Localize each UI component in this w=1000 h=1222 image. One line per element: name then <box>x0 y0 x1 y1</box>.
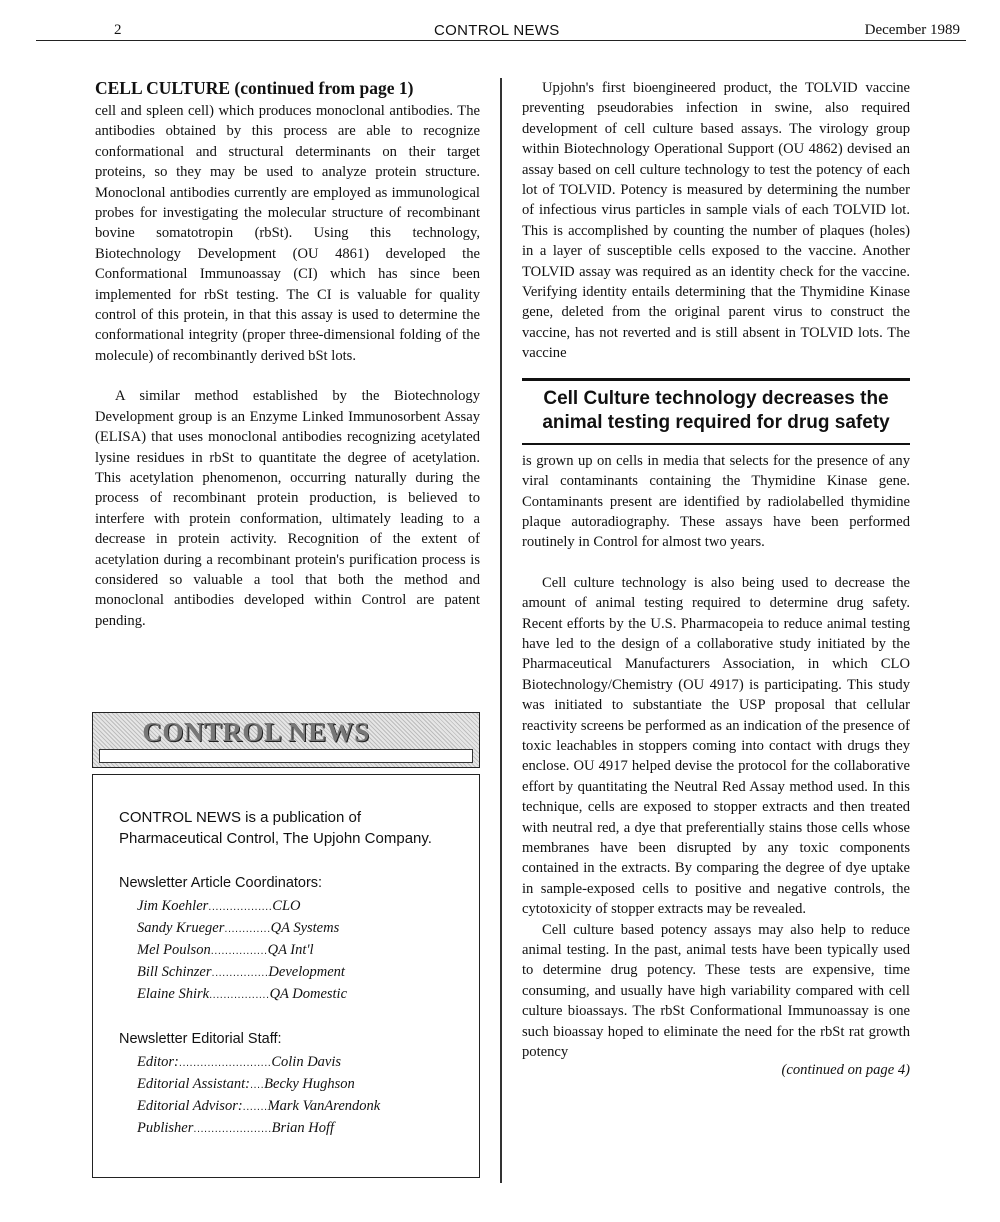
masthead-rule <box>99 749 473 763</box>
column-divider <box>500 78 502 1183</box>
coordinator-role: QA Int'l <box>267 942 314 958</box>
staff-name: Becky Hughson <box>264 1076 355 1092</box>
article-paragraph: Cell culture technology is also being used to decrease the amount of animal testing required to determine drug safety. Recent efforts by the U.S. Pharmacopeia to reduce animal testing have led to the design of a collaborative study initiated by the Pharmaceutical Manufacturers Association, in which CLO Biotechnology/Chemistry (OU 4917) is participating. This study was initiated to substantiate the USP proposal that cellular reactivity screens be performed as an indication of the presence of toxic leachables in stoppers coming into contact with drugs they enclose. OU 4917 helped devise the protocol for the collaborative effort by quantitating the Neutral Red Assay method used. In this technique, cells are exposed to stopper extracts and then treated with neutral red, a dye that preferentially stains those cells whose membranes have been disrupted by any toxic components contained in the extracts. By comparing the degree of dye uptake in sample-exposed cells to positive and negative controls, the cytotoxicity of stopper extracts may be revealed. <box>522 574 910 918</box>
coordinator-row <box>137 942 467 962</box>
publication-name: CONTROL NEWS <box>434 22 560 39</box>
right-column <box>522 78 910 1079</box>
article-paragraph: Cell culture based potency assays may also help to reduce animal testing. In the past, animal tests have been typically used to determine drug potency. These tests are expensive, time consuming, and usually have high variability compared with cell culture bioassays. The rbSt Conformational Immunoassay is one such bioassay hoped to eliminate the need for the rbSt rat growth potency <box>522 921 910 1061</box>
coordinator-row <box>137 920 467 940</box>
continued-note: (continued on page 4) <box>781 1062 910 1079</box>
staff-title: Editorial Advisor: <box>137 1098 243 1114</box>
staff-name: Mark VanArendonk <box>267 1098 381 1114</box>
masthead-title: CONTROL NEWS <box>142 717 370 747</box>
section-title: CELL CULTURE (continued from page 1) <box>95 78 414 98</box>
staff-title: Publisher <box>137 1120 194 1136</box>
coordinator-role: QA Domestic <box>269 986 348 1002</box>
leader-dots: .......................... <box>178 1057 272 1069</box>
coordinator-name: Bill Schinzer <box>137 964 212 980</box>
masthead-body <box>92 774 480 1178</box>
staff-row <box>137 1076 467 1096</box>
headline-line: animal testing required for drug safety <box>542 411 890 433</box>
staff-name: Brian Hoff <box>271 1120 335 1136</box>
leader-dots: ....... <box>242 1101 268 1113</box>
coordinator-row <box>137 986 467 1006</box>
article-headline <box>522 378 910 445</box>
coordinator-name: Jim Koehler <box>137 898 209 914</box>
coordinator-row <box>137 964 467 984</box>
staff-row <box>137 1054 467 1074</box>
staff-row <box>137 1120 467 1140</box>
masthead-intro: CONTROL NEWS is a publication of Pharmaceutical Control, The Upjohn Company. <box>119 809 432 847</box>
headline-line: Cell Culture technology decreases the <box>543 387 889 409</box>
leader-dots: ................ <box>210 945 268 957</box>
left-column <box>95 78 480 631</box>
leader-dots: ............. <box>224 923 271 935</box>
coordinator-name: Elaine Shirk <box>137 986 210 1002</box>
leader-dots: .................. <box>208 901 273 913</box>
article-paragraph: A similar method established by the Biotechnology Development group is an Enzyme Linked Immunosorbent Assay (ELISA) that uses monoclonal antibodies recognizing acetylated lysine residues in rbSt to quantitate the degree of acetylation. This acetylation phenomenon, occurring naturally during the process of recombinant protein production, is believed to interfere with protein conformation, ultimately leading to a decrease in protein activity. Recognition of the extent of acetylation during a recombinant protein's purification process is considered so valuable a tool that both the method and monoclonal antibodies developed within Control are patent pending. <box>95 388 480 629</box>
masthead-box <box>92 712 480 1178</box>
staff-name: Colin Davis <box>271 1054 342 1070</box>
staff-label: Newsletter Editorial Staff: <box>119 1031 282 1047</box>
coordinators-label: Newsletter Article Coordinators: <box>119 875 323 891</box>
article-paragraph: is grown up on cells in media that selects for the presence of any viral contaminants containing the Thymidine Kinase gene. Contaminants present are identified by radiolabelled thymidine plaque autoradiography. These assays have been performed routinely in Control for almost two years. <box>522 452 910 551</box>
staff-title: Editorial Assistant: <box>137 1076 250 1092</box>
staff-title: Editor: <box>137 1054 179 1070</box>
staff-row <box>137 1098 467 1118</box>
leader-dots: ................ <box>211 967 269 979</box>
leader-dots: ................. <box>209 989 270 1001</box>
article-paragraph: cell and spleen cell) which produces monoclonal antibodies. The antibodies obtained by this process are able to recognize conformational and structural determinants on their target proteins, so they may be used to analyze protein structure. Monoclonal antibodies currently are employed as immunological probes for investigating the molecular structure of recombinant bovine somatotropin (rbSt). Using this technology, Biotechnology Development (OU 4861) developed the Conformational Immunoassay (CI) which has since been implemented for rbSt testing. The CI is valuable for quality control of this protein, in that this assay is used to determine the conformational integrity (proper three-dimensional folding of the molecule) of recombinantly derived bSt lots. <box>95 103 480 364</box>
coordinator-role: Development <box>268 964 345 980</box>
coordinator-role: QA Systems <box>270 920 340 936</box>
leader-dots: .... <box>249 1079 265 1091</box>
coordinator-role: CLO <box>272 898 301 914</box>
page-header <box>36 22 966 41</box>
coordinator-name: Mel Poulson <box>137 942 211 958</box>
article-paragraph: Upjohn's first bioengineered product, the TOLVID vaccine preventing pseudorabies infection in swine, also required development of cell culture based assays. The virology group within Biotechnology Operational Support (OU 4862) devised an assay based on cell culture technology to test the potency of each lot of TOLVID. Potency is measured by determining the number of infectious virus particles in sample vials of each TOLVID lot. This is accomplished by counting the number of plaques (holes) in a layer of susceptible cells exposed to the vaccine. Another TOLVID assay was required as an identity check for the vaccine. Verifying identity entails determining that the Thymidine Kinase gene, deleted from the original parent virus to construct the vaccine, has not reverted and is still absent in TOLVID lots. The vaccine <box>522 80 910 362</box>
coordinator-row <box>137 898 467 918</box>
issue-date: December 1989 <box>864 22 960 38</box>
leader-dots: ...................... <box>193 1123 272 1135</box>
coordinator-name: Sandy Krueger <box>137 920 225 936</box>
page-number: 2 <box>114 22 122 38</box>
masthead-banner <box>92 712 480 768</box>
